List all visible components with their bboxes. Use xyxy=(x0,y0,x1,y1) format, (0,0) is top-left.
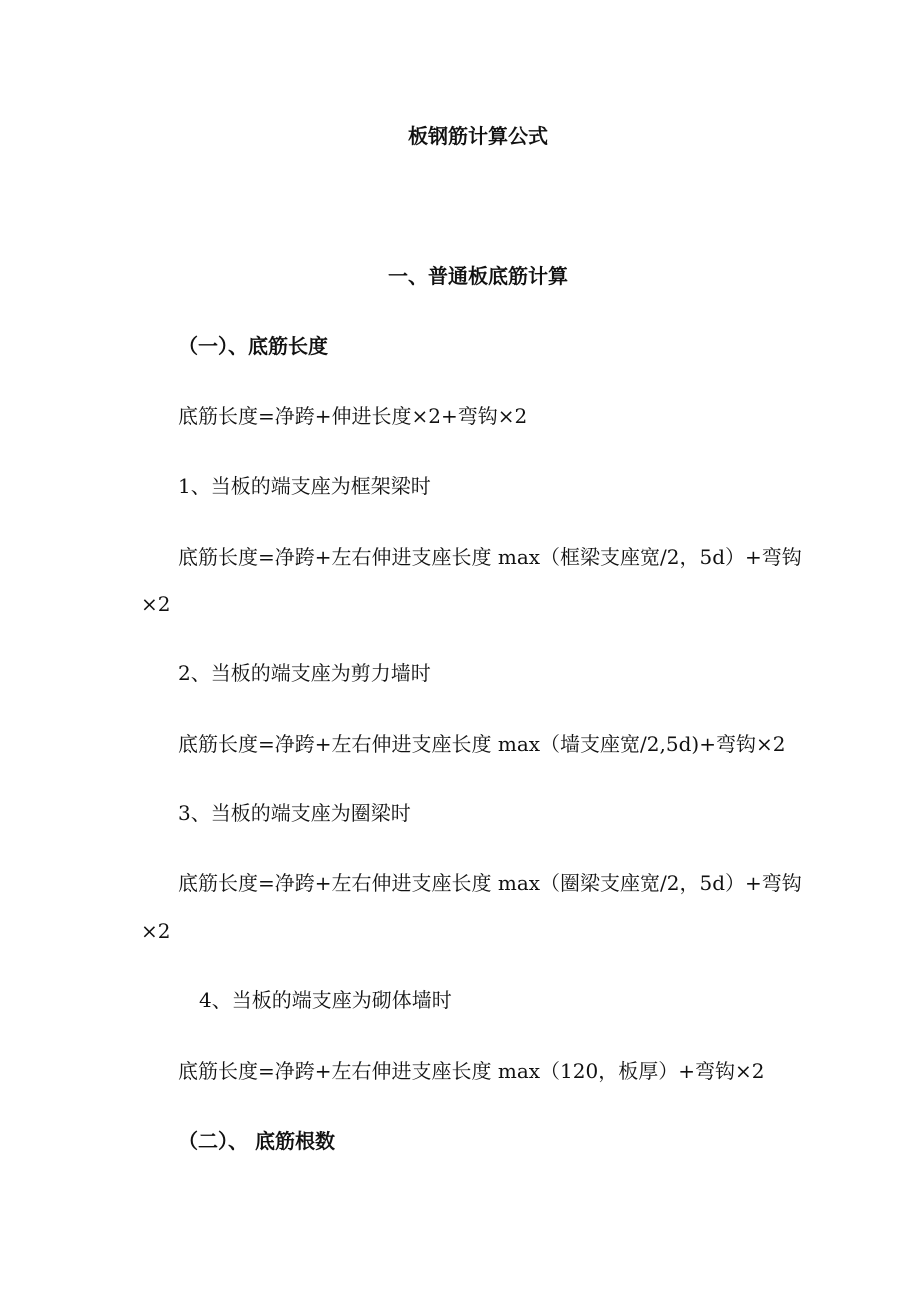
case-3-heading: 3、当板的端支座为圈梁时 xyxy=(178,801,411,825)
case-1-formula-line-2: ×2 xyxy=(141,592,171,616)
subsection-heading-2: （二）、 底筋根数 xyxy=(178,1129,335,1153)
subsection-heading-1: （一）、底筋长度 xyxy=(178,334,328,358)
section-heading-1: 一、普通板底筋计算 xyxy=(388,264,568,288)
formula-general: 底筋长度=净跨+伸进长度×2+弯钩×2 xyxy=(178,404,528,428)
case-3-formula-line-1: 底筋长度=净跨+左右伸进支座长度 max（圈梁支座宽/2，5d）+弯钩 xyxy=(178,871,802,895)
case-1-heading: 1、当板的端支座为框架梁时 xyxy=(178,474,431,498)
case-2-formula: 底筋长度=净跨+左右伸进支座长度 max（墙支座宽/2,5d)+弯钩×2 xyxy=(178,732,786,756)
case-4-formula: 底筋长度=净跨+左右伸进支座长度 max（120，板厚）+弯钩×2 xyxy=(178,1059,765,1083)
case-3-formula-line-2: ×2 xyxy=(141,919,171,943)
document-title: 板钢筋计算公式 xyxy=(408,124,548,148)
case-1-formula-line-1: 底筋长度=净跨+左右伸进支座长度 max（框梁支座宽/2，5d）+弯钩 xyxy=(178,545,802,569)
case-2-heading: 2、当板的端支座为剪力墙时 xyxy=(178,661,431,685)
case-4-heading: 4、当板的端支座为砌体墙时 xyxy=(199,988,452,1012)
